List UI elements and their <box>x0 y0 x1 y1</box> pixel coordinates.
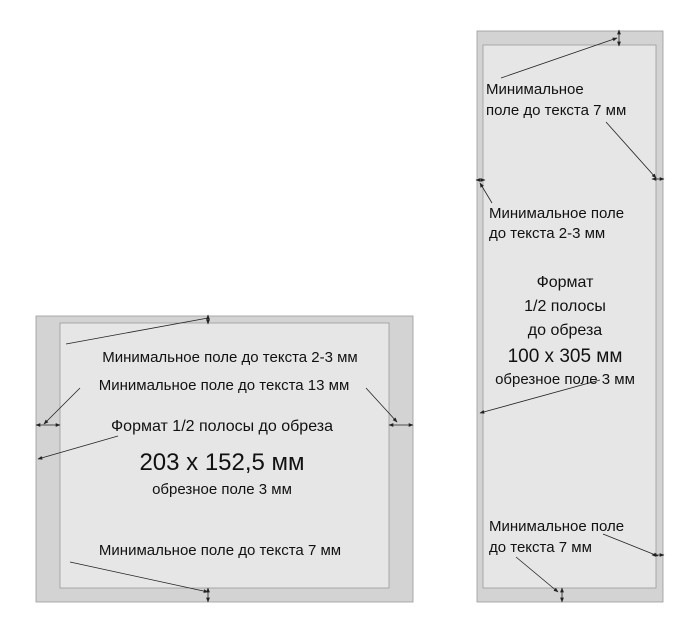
v-label-min-margin-bottom-2: до текста 7 мм <box>489 539 592 556</box>
vertical-half-page-block <box>476 30 664 602</box>
v-format-title-1: Формат <box>536 274 594 291</box>
label-min-margin-top: Минимальное поле до текста 2-3 мм <box>102 349 358 366</box>
label-min-margin-bottom: Минимальное поле до текста 7 мм <box>98 542 342 559</box>
format-title: Формат 1/2 полосы до обреза <box>111 418 333 435</box>
vertical-trim-area <box>483 45 656 588</box>
v-label-min-margin-side-1: Минимальное поле <box>489 205 625 222</box>
v-label-min-margin-bottom-1: Минимальное поле <box>489 518 625 535</box>
format-size: 203 х 152,5 мм <box>139 449 305 476</box>
v-format-size: 100 х 305 мм <box>507 346 623 367</box>
v-label-min-margin-top-1: Минимальное <box>486 81 584 98</box>
v-format-title-2: 1/2 полосы <box>524 298 606 315</box>
v-label-min-margin-side-2: до текста 2-3 мм <box>489 225 606 242</box>
horizontal-half-page-block <box>36 315 413 602</box>
label-min-margin-side: Минимальное поле до текста 13 мм <box>98 377 350 394</box>
v-format-bleed: обрезное поле 3 мм <box>495 371 635 388</box>
v-format-title-3: до обреза <box>527 322 603 339</box>
v-label-min-margin-top-2: поле до текста 7 мм <box>486 102 627 119</box>
format-bleed: обрезное поле 3 мм <box>152 481 292 498</box>
